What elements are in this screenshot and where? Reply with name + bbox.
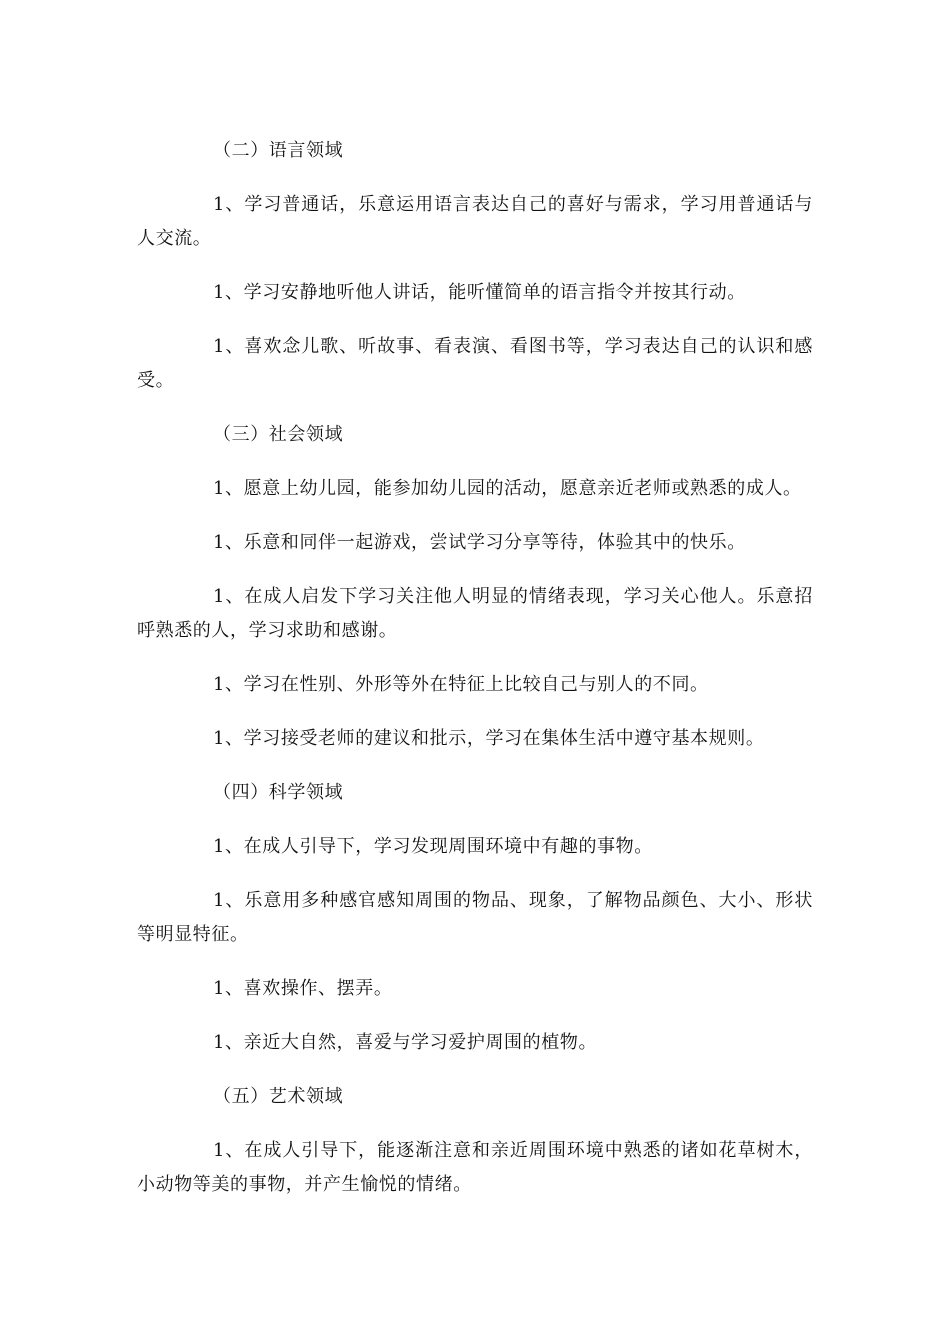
paragraph: 1、愿意上幼儿园，能参加幼儿园的活动，愿意亲近老师或熟悉的成人。 xyxy=(213,478,802,499)
paragraph: 1、学习在性别、外形等外在特征上比较自己与别人的不同。 xyxy=(213,674,709,695)
paragraph: 1、学习接受老师的建议和批示，学习在集体生活中遵守基本规则。 xyxy=(213,728,765,749)
section-heading-art: （五）艺术领域 xyxy=(213,1086,344,1107)
paragraph: 1、喜欢念儿歌、听故事、看表演、看图书等，学习表达自己的认识和感受。 xyxy=(137,336,813,391)
section-heading-science: （四）科学领域 xyxy=(213,782,344,803)
section-heading-language: （二）语言领域 xyxy=(213,140,344,161)
paragraph: 1、喜欢操作、摆弄。 xyxy=(213,978,393,999)
paragraph: 1、乐意和同伴一起游戏，尝试学习分享等待，体验其中的快乐。 xyxy=(213,532,746,553)
document-body xyxy=(137,134,813,1222)
paragraph: 1、在成人引导下，学习发现周围环境中有趣的事物。 xyxy=(213,836,653,857)
paragraph: 1、在成人启发下学习关注他人明显的情绪表现，学习关心他人。乐意招呼熟悉的人，学习求助和感谢。 xyxy=(137,586,813,641)
paragraph: 1、在成人引导下，能逐渐注意和亲近周围环境中熟悉的诸如花草树木，小动物等美的事物，并产生愉悦的情绪。 xyxy=(137,1140,813,1195)
paragraph: 1、学习安静地听他人讲话，能听懂简单的语言指令并按其行动。 xyxy=(213,282,746,303)
paragraph: 1、亲近大自然，喜爱与学习爱护周围的植物。 xyxy=(213,1032,598,1053)
section-heading-social: （三）社会领域 xyxy=(213,424,344,445)
paragraph: 1、学习普通话，乐意运用语言表达自己的喜好与需求，学习用普通话与人交流。 xyxy=(137,194,813,249)
paragraph: 1、乐意用多种感官感知周围的物品、现象，了解物品颜色、大小、形状等明显特征。 xyxy=(137,890,813,945)
